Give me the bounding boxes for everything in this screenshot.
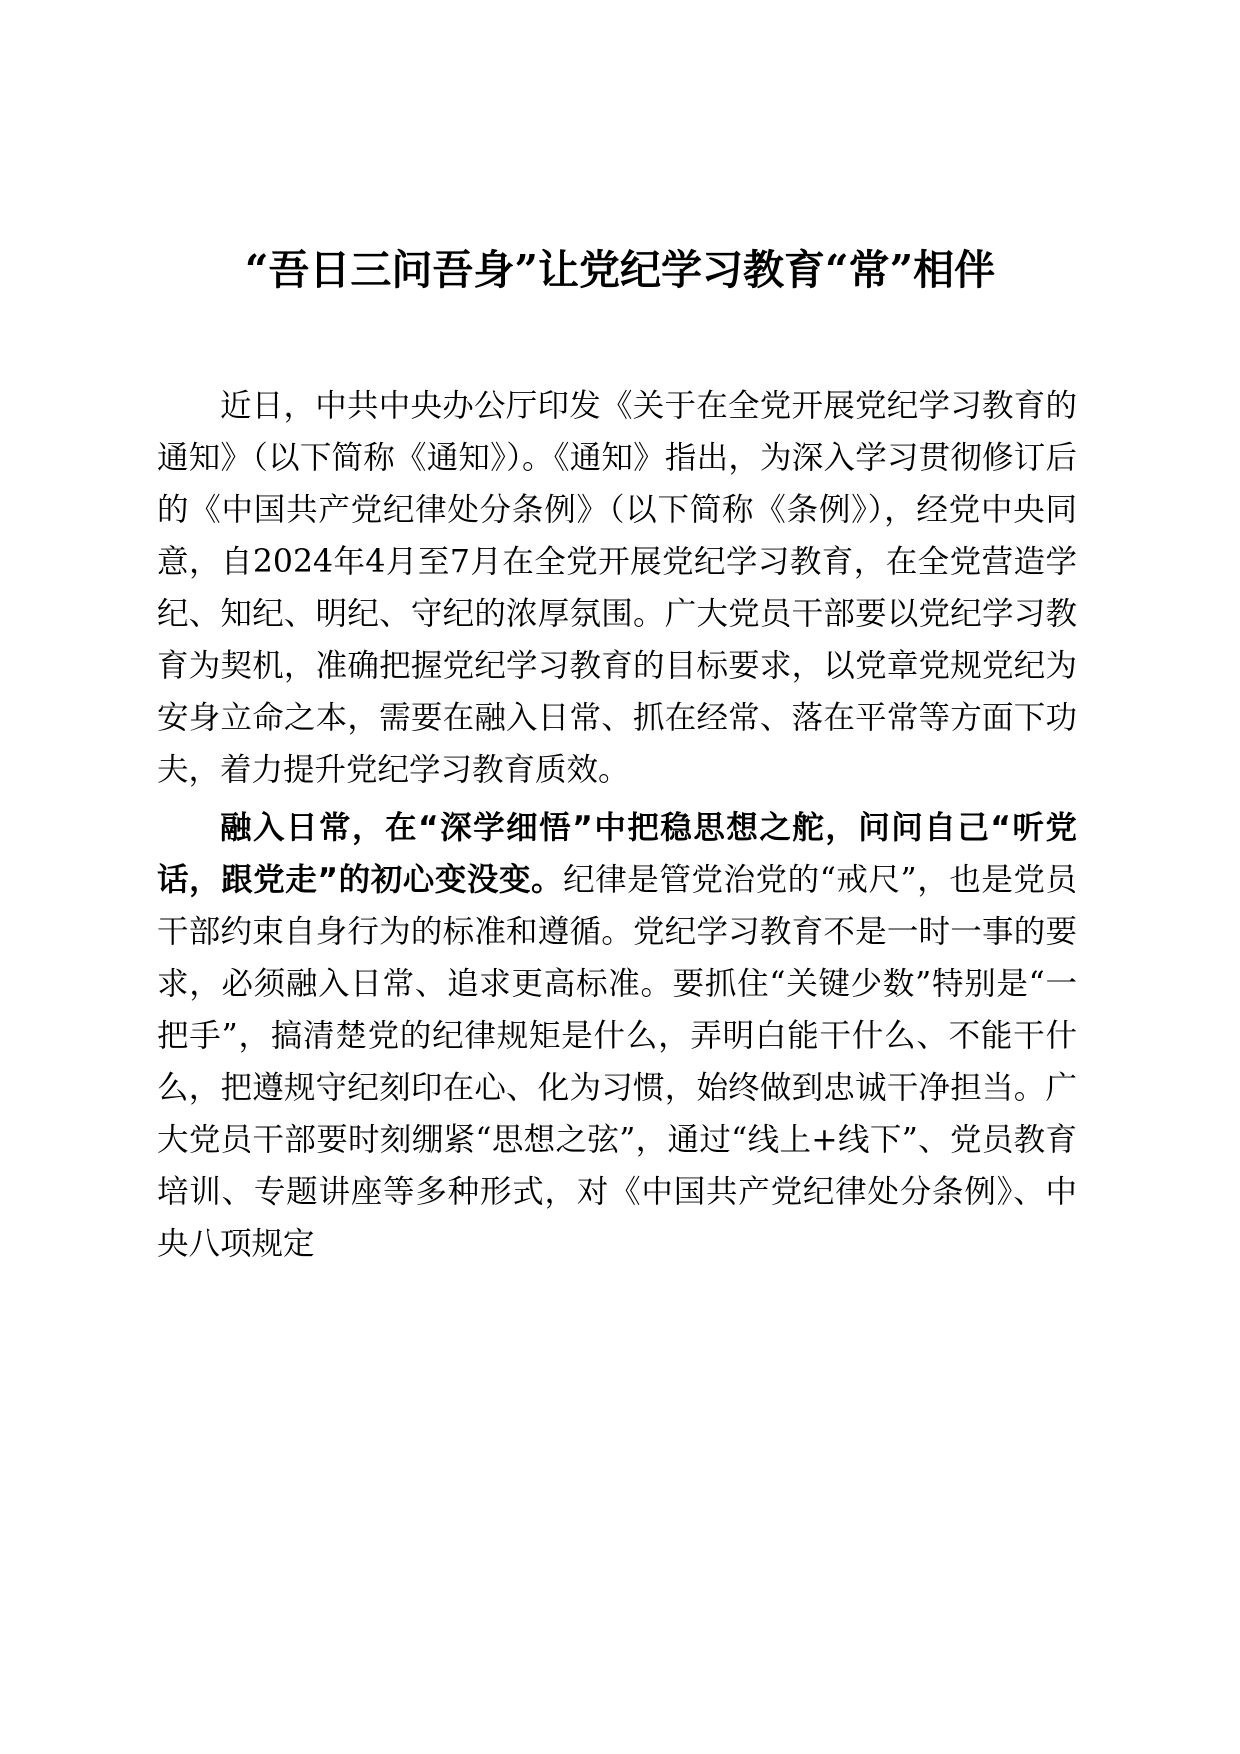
paragraph-lead-sentence: 融入日常，在“深学细悟”中把稳思想之舵，问问自己“听党话，跟党走”的初心变没变。 <box>157 810 1077 898</box>
paragraph-intro-text: 近日，中共中央办公厅印发《关于在全党开展党纪学习教育的通知》（以下简称《通知》）。《通知》指出，为深入学习贯彻修订后的《中国共产党纪律处分条例》（以下简称《条例》），经党中央同意，自2024年4月至7月在全党开展党纪学习教育，在全党营造学纪、知纪、明纪、守纪的浓厚氛围。广大党员干部要以党纪学习教育为契机，准确把握党纪学习教育的目标要求，以党章党规党纪为安身立命之本，需要在融入日常、抓在经常、落在平常等方面下功夫，着力提升党纪学习教育质效。 <box>157 388 1077 788</box>
document-body <box>157 380 1077 1274</box>
paragraph-intro <box>157 380 1077 796</box>
document-title: “吾日三问吾身”让党纪学习教育“常”相伴 <box>244 246 996 294</box>
paragraph-body-text: 纪律是管党治党的“戒尺”，也是党员干部约束自身行为的标准和遵循。党纪学习教育不是一时一事的要求，必须融入日常、追求更高标准。要抓住“关键少数”特别是“一把手”，搞清楚党的纪律规矩是什么，弄明白能干什么、不能干什么，把遵规守纪刻印在心、化为习惯，始终做到忠诚干净担当。广大党员干部要时刻绷紧“思想之弦”，通过“线上+线下”、党员教育培训、专题讲座等多种形式，对《中国共产党纪律处分条例》、中央八项规定 <box>157 862 1077 1262</box>
paragraph-integrate-daily <box>157 802 1077 1270</box>
